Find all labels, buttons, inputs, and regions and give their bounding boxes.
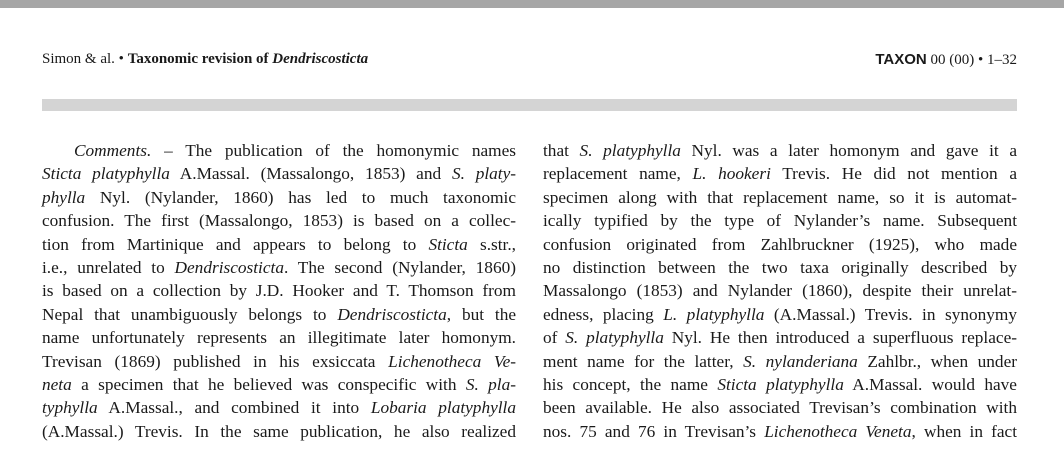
body-text: confusion. The first (Massalongo, 1853) is based on a collec- — [42, 211, 516, 231]
running-head — [42, 51, 1017, 73]
text-line — [42, 233, 516, 256]
body-text: A.Massal., and combined it into — [97, 398, 371, 418]
italic-text: Sticta platyphylla — [717, 374, 844, 394]
body-text: – The publication of the homonymic names — [151, 141, 516, 160]
text-line — [543, 420, 1017, 443]
italic-text: Sticta platyphylla — [42, 164, 170, 184]
text-line — [543, 326, 1017, 349]
text-line — [42, 326, 516, 349]
body-text: replacement name, — [543, 164, 693, 184]
body-text: Trevisan (1869) published in his exsiccata — [42, 351, 389, 371]
italic-text: Dendriscosticta — [174, 257, 284, 277]
body-text: name unfortunately represents an illegitimate later homonym. — [42, 328, 516, 348]
text-line — [42, 256, 516, 279]
body-text: that — [543, 141, 580, 160]
body-text: i.e., unrelated to — [42, 257, 175, 277]
text-line — [543, 350, 1017, 373]
article-title-genus: Dendriscosticta — [272, 51, 369, 67]
body-text: Nyl. was a later homonym and gave it a — [680, 141, 1017, 160]
text-line — [42, 303, 516, 326]
body-text: Zahlbr., when under — [857, 351, 1018, 371]
header-bullet-right: • — [977, 52, 984, 68]
running-head-left — [42, 51, 368, 68]
text-line — [42, 139, 516, 162]
text-line — [543, 396, 1017, 419]
body-text: tion from Martinique and appears to belong to — [42, 234, 429, 254]
body-text: edness, placing — [543, 304, 664, 324]
page-range: 1–32 — [987, 52, 1017, 68]
body-text: a specimen that he believed was conspecific with — [71, 374, 466, 394]
body-text: Nyl. He then introduced a superfluous replace- — [663, 328, 1018, 348]
journal-name: TAXON — [875, 51, 927, 68]
article-title-prefix: Taxonomic revision of — [127, 51, 273, 67]
body-text: A.Massal. would have — [843, 374, 1017, 394]
text-line — [543, 279, 1017, 302]
top-rule — [0, 0, 1064, 8]
body-text: of — [543, 328, 566, 348]
body-text: (A.Massal.) Trevis. in synonymy — [764, 304, 1017, 324]
volume-issue: 00 (00) — [930, 52, 975, 68]
text-line — [543, 233, 1017, 256]
text-line — [543, 139, 1017, 162]
italic-text: S. platy- — [451, 164, 517, 184]
body-text: Nepal that unambiguously belongs to — [42, 304, 338, 324]
right-column — [543, 139, 1017, 443]
body-text: s.str., — [467, 234, 517, 254]
text-line — [42, 420, 516, 443]
italic-text: phylla — [42, 187, 86, 207]
body-text: is based on a collection by J.D. Hooker and T. Thomson from — [42, 281, 516, 301]
text-line — [543, 303, 1017, 326]
body-text: specimen along with that replacement name, so it is automat- — [543, 187, 1017, 207]
header-bullet: • — [118, 51, 124, 67]
italic-text: Comments. — [74, 141, 152, 160]
italic-text: Lichenotheca Ve- — [388, 351, 517, 371]
text-line — [42, 373, 516, 396]
body-text: ment name for the latter, — [543, 351, 744, 371]
italic-text: S. nylanderiana — [743, 351, 858, 371]
body-text: Massalongo (1853) and Nylander (1860), despite their unrelat- — [543, 281, 1017, 301]
text-line — [543, 209, 1017, 232]
body-text: Trevis. He did not mention a — [770, 164, 1018, 184]
text-line — [543, 186, 1017, 209]
text-line — [42, 209, 516, 232]
text-line — [42, 350, 516, 373]
text-line — [42, 186, 516, 209]
text-line — [42, 279, 516, 302]
italic-text: S. platyphylla — [579, 141, 681, 160]
text-line — [543, 162, 1017, 185]
authors: Simon & al. — [42, 51, 115, 67]
body-text: A.Massal. (Massalongo, 1853) and — [169, 164, 452, 184]
italic-text: L. platyphylla — [663, 304, 765, 324]
text-line — [543, 256, 1017, 279]
body-text: his concept, the name — [543, 374, 718, 394]
italic-text: S. platyphylla — [565, 328, 664, 348]
body-text: nos. 75 and 76 in Trevisan’s — [543, 421, 765, 441]
italic-text: S. pla- — [465, 374, 517, 394]
body-text: been available. He also associated Trevisan’s combination with — [543, 398, 1017, 418]
running-head-right — [875, 51, 1017, 69]
italic-text: Lobaria platyphylla — [370, 398, 516, 418]
body-text: Nyl. (Nylander, 1860) has led to much taxonomic — [85, 187, 516, 207]
italic-text: Lichenotheca Veneta — [764, 421, 912, 441]
italic-text: typhylla — [42, 398, 98, 418]
italic-text: Sticta — [428, 234, 468, 254]
italic-text: Dendriscosticta — [337, 304, 447, 324]
body-text: ically typified by the type of Nylander’s name. Subsequent — [543, 211, 1017, 231]
body-text: . The second (Nylander, 1860) — [283, 257, 516, 277]
italic-text: L. hookeri — [692, 164, 771, 184]
article-title — [128, 51, 368, 67]
text-line — [543, 373, 1017, 396]
text-line — [42, 396, 516, 419]
left-column — [42, 139, 516, 443]
body-text: (A.Massal.) Trevis. In the same publication, he also realized — [42, 421, 516, 441]
header-divider-bar — [42, 99, 1017, 111]
body-text: no distinction between the two taxa originally described by — [543, 257, 1017, 277]
body-text: , but the — [446, 304, 517, 324]
body-text: confusion originated from Zahlbruckner (1925), who made — [543, 234, 1017, 254]
italic-text: neta — [42, 374, 72, 394]
text-line — [42, 162, 516, 185]
body-text: , when in fact — [911, 421, 1018, 441]
